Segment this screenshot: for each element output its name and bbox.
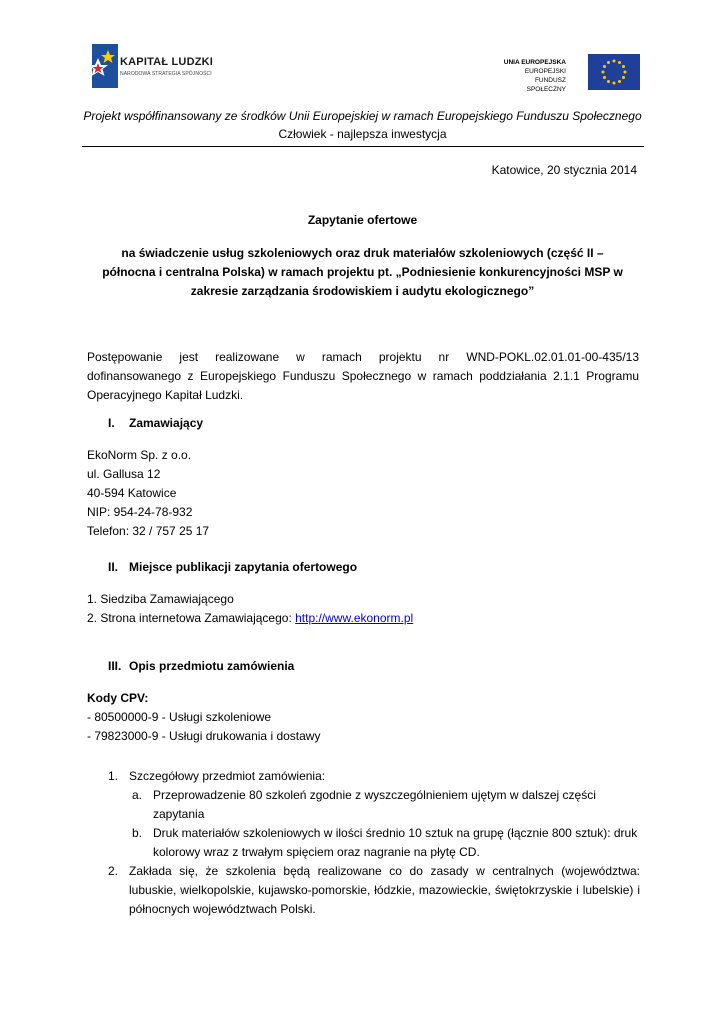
kapital-ludzki-title: KAPITAŁ LUDZKI <box>120 56 214 68</box>
document-subtitle: na świadczenie usług szkoleniowych oraz druk materiałów szkoleniowych (część II – północna i centralna Polska) w ramach projektu pt. „Podniesienie konkurencyjności MSP w zakresie zarządzania środowiskiem i audytu ekologicznego” <box>102 246 623 298</box>
section-title: Miejsce publikacji zapytania ofertowego <box>129 560 358 574</box>
website-link[interactable]: http://www.ekonorm.pl <box>295 611 414 625</box>
kapital-ludzki-logo <box>88 44 248 90</box>
section-number: II. <box>108 560 119 574</box>
list-subitem-text: Przeprowadzenie 80 szkoleń zgodnie z wyszczególnieniem ujętym w dalszej części zapytania <box>153 788 596 821</box>
list-item-text: Szczegółowy przedmiot zamówienia: <box>129 769 326 783</box>
intro-paragraph: Postępowanie jest realizowane w ramach projektu nr WND-POKL.02.01.01-00-435/13 dofinansowanego z Europejskiego Funduszu Społecznego w ramach poddziałania 2.1.1 Programu Operacyjnego Kapitał Ludzki. <box>87 350 639 402</box>
header-divider <box>82 146 644 147</box>
kapital-ludzki-subtitle: NARODOWA STRATEGIA SPÓJNOŚCI <box>120 71 212 77</box>
section-heading-1 <box>108 416 203 430</box>
eu-name: UNIA EUROPEJSKA <box>503 59 566 66</box>
list-item-1 <box>108 767 640 786</box>
phone: Telefon: 32 / 757 25 17 <box>87 524 210 538</box>
kapital-ludzki-emblem-icon <box>88 44 120 88</box>
list-marker: 1. <box>108 769 119 783</box>
list-subitem-text: Druk materiałów szkoleniowych w ilości średnio 10 sztuk na grupę (łącznie 800 sztuk): druk kolorowy wraz z trwałym spięciem oraz nagranie na płytę CD. <box>153 826 638 859</box>
postal-city: 40-594 Katowice <box>87 486 177 500</box>
list-subitem-b <box>132 824 640 862</box>
cofinancing-statement: Projekt współfinansowany ze środków Unii Europejskiej w ramach Europejskiego Funduszu Społecznego <box>83 109 642 123</box>
place-item-1: 1. Siedziba Zamawiającego <box>87 592 234 606</box>
section-heading-2 <box>108 560 357 574</box>
list-item-text: Zakłada się, że szkolenia będą realizowane co do zasady w centralnych (województwa: lubuskie, wielkopolskie, kujawsko-pomorskie, łódzkie, mazowieckie, świętokrzyskie i lubelskie) i północnych województwach Polski. <box>129 864 640 916</box>
section-heading-3 <box>108 659 294 673</box>
motto: Człowiek - najlepsza inwestycja <box>278 127 447 141</box>
list-item-2 <box>108 862 640 919</box>
place-item-2-label: 2. Strona internetowa Zamawiającego: <box>87 611 296 625</box>
cpv-code-item: - 80500000-9 - Usługi szkoleniowe <box>87 710 272 724</box>
section-title: Opis przedmiotu zamówienia <box>129 659 295 673</box>
cpv-heading: Kody CPV: <box>87 691 149 705</box>
eu-flag-icon <box>588 54 640 90</box>
place-item-2 <box>87 609 413 628</box>
document-title: Zapytanie ofertowe <box>307 213 418 227</box>
nip: NIP: 954-24-78-932 <box>87 505 193 519</box>
publication-places <box>87 590 413 628</box>
eu-text-block <box>500 58 566 94</box>
section-number: I. <box>108 416 115 430</box>
street: ul. Gallusa 12 <box>87 467 161 481</box>
efs-line1: EUROPEJSKI <box>524 68 566 75</box>
efs-line2: FUNDUSZ SPOŁECZNY <box>526 77 566 93</box>
cpv-code-item: - 79823000-9 - Usługi drukowania i dostawy <box>87 729 321 743</box>
list-subitem-a <box>132 786 640 824</box>
list-marker: b. <box>132 826 143 840</box>
order-description-list <box>108 767 640 919</box>
list-marker: a. <box>132 788 143 802</box>
cpv-codes <box>87 689 320 746</box>
section-number: III. <box>108 659 122 673</box>
place-date: Katowice, 20 stycznia 2014 <box>491 163 637 177</box>
section-title: Zamawiający <box>129 416 204 430</box>
contracting-authority-address <box>87 446 209 541</box>
eu-efs-logo <box>500 54 640 94</box>
list-marker: 2. <box>108 864 119 878</box>
company-name: EkoNorm Sp. z o.o. <box>87 448 192 462</box>
